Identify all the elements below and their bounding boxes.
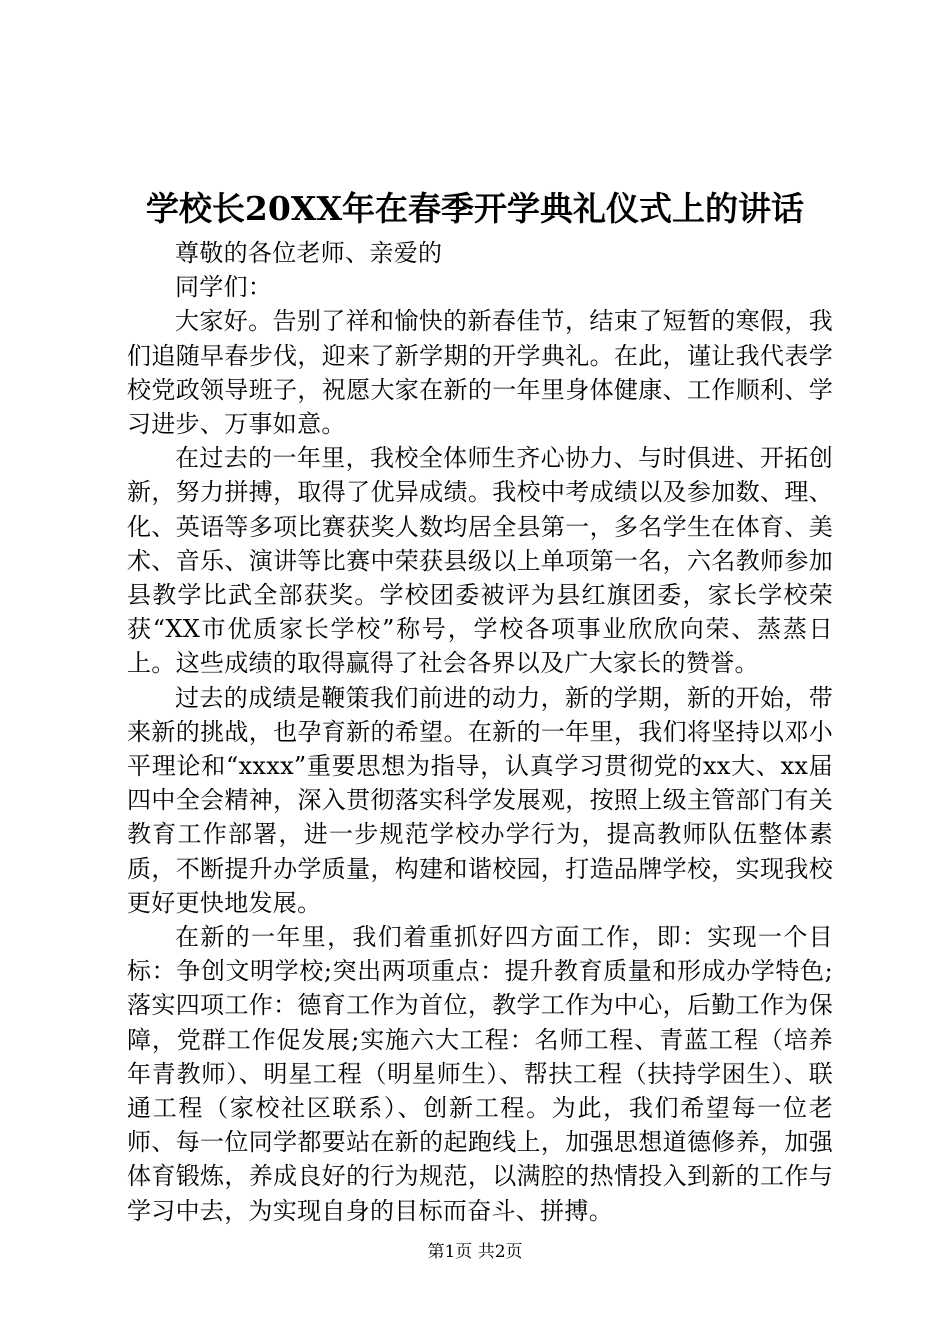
- salutation-line: 尊敬的各位老师、亲爱的: [175, 239, 443, 267]
- page-footer: 第1页 共2页: [427, 1242, 523, 1262]
- paragraph: 过去的成绩是鞭策我们前进的动力，新的学期，新的开始，带来新的挑战，也孕育新的希望。在新的一年里，我们将坚持以邓小平理论和“xxxx”重要思想为指导，认真学习贯彻党的xx大、xx届四中全会精神，深入贯彻落实科学发展观，按照上级主管部门有关教育工作部署，进一步规范学校办学行为，提高教师队伍整体素质，不断提升办学质量，构建和谐校园，打造品牌学校，实现我校更好更快地发展。: [127, 683, 833, 917]
- document-title: 学校长20XX年在春季开学典礼仪式上的讲话: [145, 189, 805, 228]
- document-body: [127, 236, 833, 1228]
- paragraph: 大家好。告别了祥和愉快的新春佳节，结束了短暂的寒假，我们追随早春步伐，迎来了新学期的开学典礼。在此，谨让我代表学校党政领导班子，祝愿大家在新的一年里身体健康、工作顺利、学习进步、万事如意。: [127, 307, 833, 439]
- paragraph: 在过去的一年里，我校全体师生齐心协力、与时俱进、开拓创新，努力拼搏，取得了优异成绩。我校中考成绩以及参加数、理、化、英语等多项比赛获奖人数均居全县第一，多名学生在体育、美术、音乐、演讲等比赛中荣获县级以上单项第一名，六名教师参加县教学比武全部获奖。学校团委被评为县红旗团委，家长学校荣获“XX市优质家长学校”称号，学校各项事业欣欣向荣、蒸蒸日上。这些成绩的取得赢得了社会各界以及广大家长的赞誉。: [127, 444, 833, 678]
- paragraph: 在新的一年里，我们着重抓好四方面工作，即：实现一个目标：争创文明学校;突出两项重点：提升教育质量和形成办学特色;落实四项工作：德育工作为首位，教学工作为中心，后勤工作为保障，党群工作促发展;实施六大工程：名师工程、青蓝工程（培养年青教师）、明星工程（明星师生）、帮扶工程（扶持学困生）、联通工程（家校社区联系）、创新工程。为此，我们希望每一位老师、每一位同学都要站在新的起跑线上，加强思想道德修养，加强体育锻炼，养成良好的行为规范，以满腔的热情投入到新的工作与学习中去，为实现自身的目标而奋斗、拼搏。: [127, 923, 833, 1225]
- salutation-line: 同学们：: [175, 273, 273, 302]
